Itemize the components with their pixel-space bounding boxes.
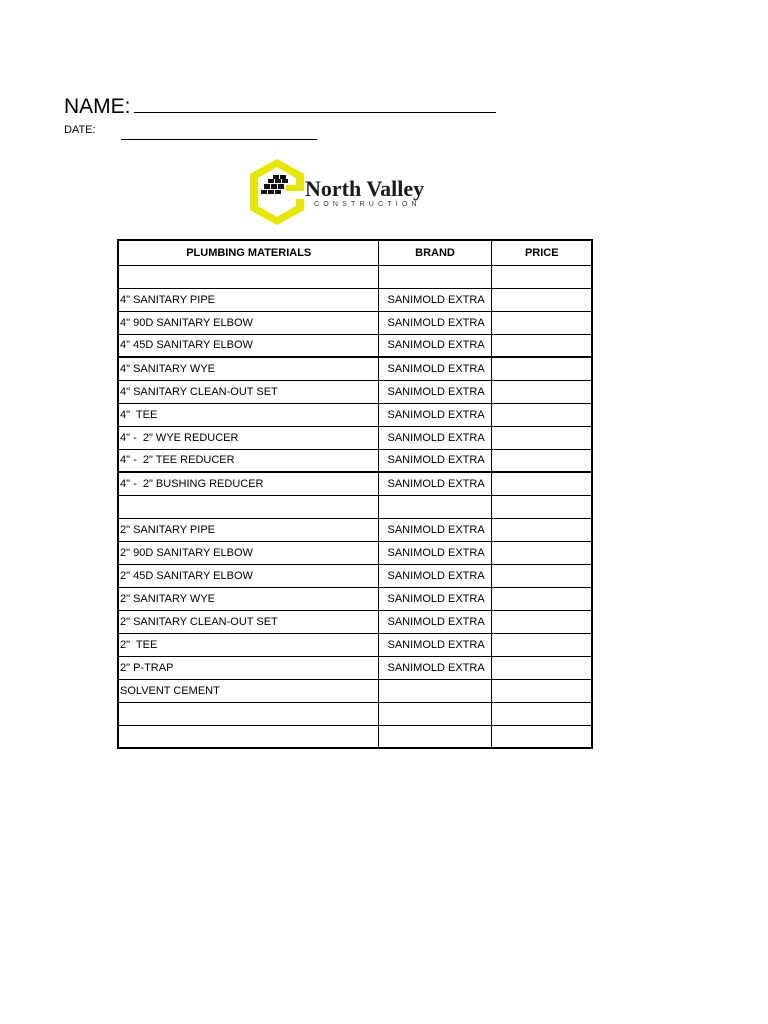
table-header-row — [118, 240, 592, 265]
price-cell[interactable] — [491, 380, 592, 403]
price-cell[interactable] — [491, 403, 592, 426]
logo-tiles — [261, 175, 288, 194]
brand-cell: SANIMOLD EXTRA — [378, 587, 491, 610]
price-cell[interactable] — [491, 311, 592, 334]
name-input-line[interactable] — [134, 94, 496, 113]
price-cell[interactable] — [491, 564, 592, 587]
material-cell: 2" 90D SANITARY ELBOW — [118, 541, 378, 564]
price-cell[interactable] — [491, 541, 592, 564]
table-row — [118, 426, 592, 449]
material-cell: 4" SANITARY WYE — [118, 357, 378, 380]
table-row — [118, 288, 592, 311]
price-cell[interactable] — [491, 288, 592, 311]
material-cell: 4" - 2" WYE REDUCER — [118, 426, 378, 449]
price-cell[interactable] — [491, 656, 592, 679]
brand-cell: SANIMOLD EXTRA — [378, 564, 491, 587]
price-cell[interactable] — [491, 518, 592, 541]
table-row — [118, 357, 592, 380]
price-cell[interactable] — [491, 265, 592, 288]
plumbing-materials-table — [117, 239, 593, 749]
hexagon-tiles-logo-icon — [248, 158, 438, 226]
material-cell: 4" - 2" BUSHING REDUCER — [118, 472, 378, 495]
material-cell: 2" P-TRAP — [118, 656, 378, 679]
material-cell: 4" - 2" TEE REDUCER — [118, 449, 378, 472]
header-materials: PLUMBING MATERIALS — [118, 240, 378, 265]
table-row — [118, 380, 592, 403]
table-row — [118, 725, 592, 748]
material-cell: 2" SANITARY PIPE — [118, 518, 378, 541]
date-input-line[interactable] — [121, 139, 317, 140]
material-cell — [118, 265, 378, 288]
price-cell[interactable] — [491, 334, 592, 357]
price-cell[interactable] — [491, 449, 592, 472]
header-brand: BRAND — [378, 240, 491, 265]
material-cell: 2" 45D SANITARY ELBOW — [118, 564, 378, 587]
price-cell[interactable] — [491, 725, 592, 748]
material-cell: 4" 90D SANITARY ELBOW — [118, 311, 378, 334]
price-cell[interactable] — [491, 702, 592, 725]
table-row — [118, 518, 592, 541]
price-cell[interactable] — [491, 495, 592, 518]
material-cell — [118, 702, 378, 725]
brand-cell — [378, 702, 491, 725]
table-row — [118, 334, 592, 357]
logo-title: North Valley — [305, 176, 425, 201]
brand-cell: SANIMOLD EXTRA — [378, 403, 491, 426]
material-cell: 4" 45D SANITARY ELBOW — [118, 334, 378, 357]
brand-cell: SANIMOLD EXTRA — [378, 357, 491, 380]
brand-cell: SANIMOLD EXTRA — [378, 288, 491, 311]
table-row — [118, 610, 592, 633]
price-cell[interactable] — [491, 587, 592, 610]
name-field — [64, 94, 496, 119]
material-cell: 2" TEE — [118, 633, 378, 656]
material-cell: SOLVENT CEMENT — [118, 679, 378, 702]
table-row — [118, 449, 592, 472]
brand-cell: SANIMOLD EXTRA — [378, 518, 491, 541]
material-cell: 4" SANITARY PIPE — [118, 288, 378, 311]
brand-cell: SANIMOLD EXTRA — [378, 472, 491, 495]
company-logo — [248, 158, 438, 226]
material-cell: 4" TEE — [118, 403, 378, 426]
brand-cell — [378, 495, 491, 518]
brand-cell: SANIMOLD EXTRA — [378, 541, 491, 564]
table-row — [118, 702, 592, 725]
table-row — [118, 679, 592, 702]
table-row — [118, 311, 592, 334]
price-cell[interactable] — [491, 472, 592, 495]
brand-cell: SANIMOLD EXTRA — [378, 656, 491, 679]
table-row — [118, 633, 592, 656]
price-cell[interactable] — [491, 633, 592, 656]
material-cell: 4" SANITARY CLEAN-OUT SET — [118, 380, 378, 403]
table-row — [118, 472, 592, 495]
brand-cell: SANIMOLD EXTRA — [378, 610, 491, 633]
date-label: DATE: — [64, 124, 96, 136]
date-field — [64, 123, 96, 137]
brand-cell: SANIMOLD EXTRA — [378, 449, 491, 472]
price-cell[interactable] — [491, 426, 592, 449]
brand-cell — [378, 265, 491, 288]
price-cell[interactable] — [491, 679, 592, 702]
brand-cell: SANIMOLD EXTRA — [378, 311, 491, 334]
price-cell[interactable] — [491, 357, 592, 380]
table-row — [118, 403, 592, 426]
table-row — [118, 541, 592, 564]
name-label: NAME: — [64, 95, 131, 118]
table-row — [118, 495, 592, 518]
table-row — [118, 656, 592, 679]
material-cell — [118, 725, 378, 748]
brand-cell: SANIMOLD EXTRA — [378, 380, 491, 403]
logo-subtitle: CONSTRUCTION — [314, 201, 421, 208]
table-row — [118, 587, 592, 610]
price-cell[interactable] — [491, 610, 592, 633]
brand-cell — [378, 679, 491, 702]
brand-cell: SANIMOLD EXTRA — [378, 334, 491, 357]
header-price: PRICE — [491, 240, 592, 265]
brand-cell: SANIMOLD EXTRA — [378, 426, 491, 449]
material-cell: 2" SANITARY WYE — [118, 587, 378, 610]
table-row — [118, 564, 592, 587]
brand-cell: SANIMOLD EXTRA — [378, 633, 491, 656]
brand-cell — [378, 725, 491, 748]
material-cell: 2" SANITARY CLEAN-OUT SET — [118, 610, 378, 633]
material-cell — [118, 495, 378, 518]
table-row — [118, 265, 592, 288]
